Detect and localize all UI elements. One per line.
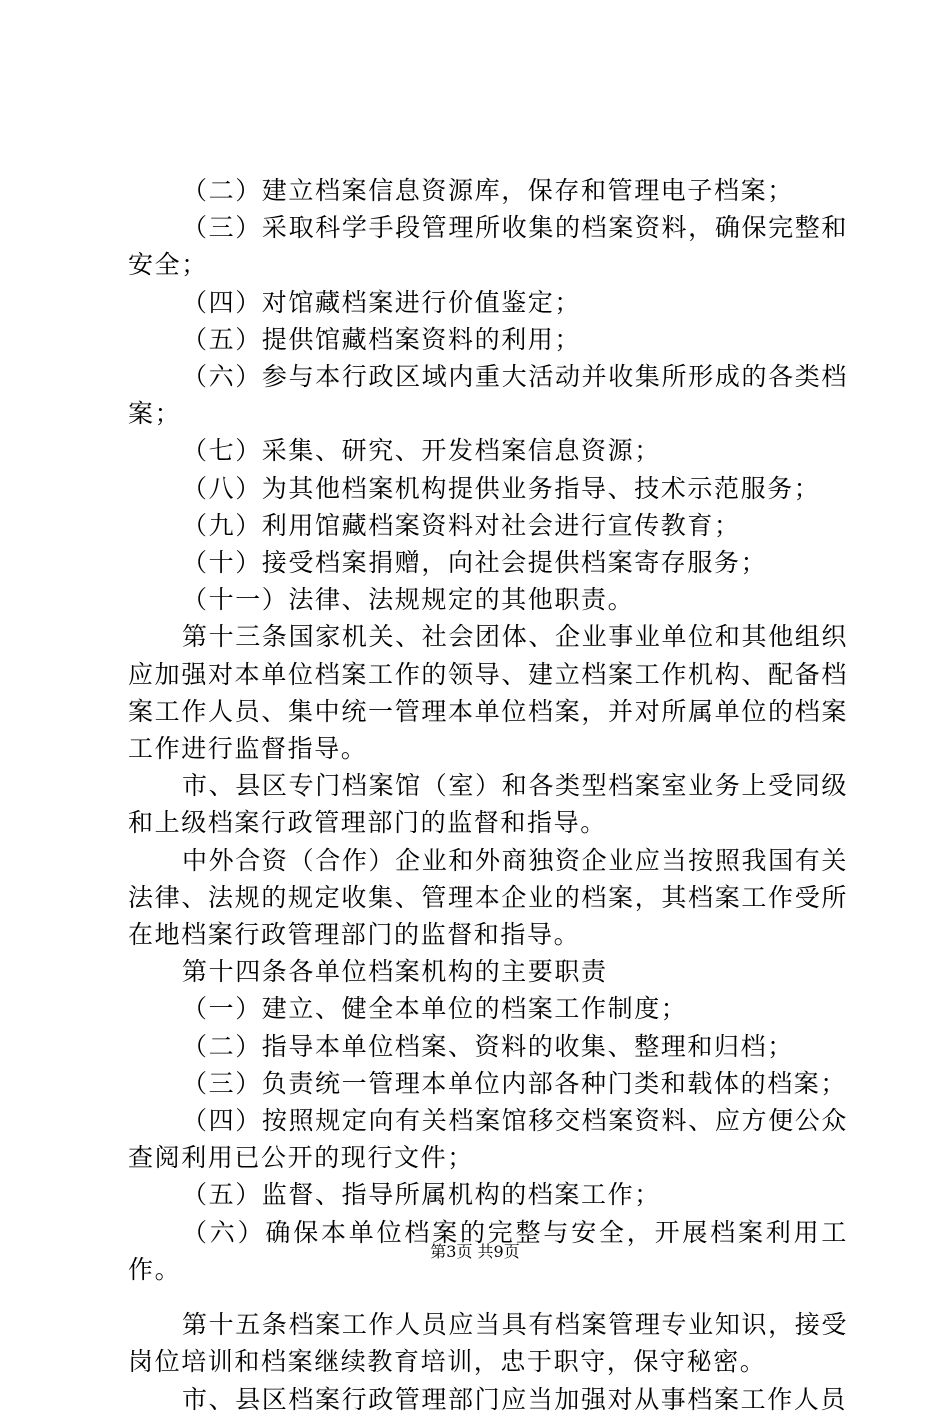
article-13-paragraph-2: 市、县区专门档案馆（室）和各类型档案室业务上受同级和上级档案行政管理部门的监督和指导。 [128, 771, 848, 838]
article-14-item-1: （一）建立、健全本单位的档案工作制度； [182, 994, 688, 1024]
article-15: 第十五条档案工作人员应当具有档案管理专业知识，接受岗位培训和档案继续教育培训，忠于职守，保守秘密。 [128, 1310, 848, 1377]
paragraph-item-11: （十一）法律、法规规定的其他职责。 [182, 585, 635, 615]
article-14-item-6: （六）确保本单位档案的完整与安全，开展档案利用工作。 [128, 1217, 848, 1284]
paragraph-item-2: （二）建立档案信息资源库，保存和管理电子档案； [182, 176, 794, 205]
article-14: 第十四条各单位档案机构的主要职责 [182, 957, 608, 987]
paragraph-item-3: （三）采取科学手段管理所收集的档案资料，确保完整和安全； [128, 213, 848, 280]
article-14-item-5: （五）监督、指导所属机构的档案工作； [182, 1180, 661, 1210]
article-13-paragraph-3: 中外合资（合作）企业和外商独资企业应当按照我国有关法律、法规的规定收集、管理本企业的档案，其档案工作受所在地档案行政管理部门的监督和指导。 [128, 845, 848, 950]
paragraph-item-7: （七）采集、研究、开发档案信息资源； [182, 436, 661, 466]
article-14-item-2: （二）指导本单位档案、资料的收集、整理和归档； [182, 1031, 794, 1061]
paragraph-item-5: （五）提供馆藏档案资料的利用； [182, 324, 582, 354]
paragraph-item-8: （八）为其他档案机构提供业务指导、技术示范服务； [182, 473, 821, 503]
paragraph-item-10: （十）接受档案捐赠，向社会提供档案寄存服务； [182, 548, 768, 578]
article-14-item-4: （四）按照规定向有关档案馆移交档案资料、应方便公众查阅利用已公开的现行文件； [128, 1106, 848, 1173]
article-13: 第十三条国家机关、社会团体、企业事业单位和其他组织应加强对本单位档案工作的领导、建立档案工作机构、配备档案工作人员、集中统一管理本单位档案，并对所属单位的档案工作进行监督指导。 [128, 622, 848, 764]
document-body [128, 172, 848, 1418]
paragraph-item-9: （九）利用馆藏档案资料对社会进行宣传教育； [182, 510, 741, 540]
page-number: 第3页 共9页 [430, 1242, 520, 1261]
paragraph-item-6: （六）参与本行政区域内重大活动并收集所形成的各类档案； [128, 362, 848, 429]
article-14-item-3: （三）负责统一管理本单位内部各种门类和载体的档案； [182, 1068, 848, 1098]
article-15-paragraph-2: 市、县区档案行政管理部门应当加强对从事档案工作人员 [182, 1384, 848, 1414]
paragraph-item-4: （四）对馆藏档案进行价值鉴定； [182, 287, 582, 317]
